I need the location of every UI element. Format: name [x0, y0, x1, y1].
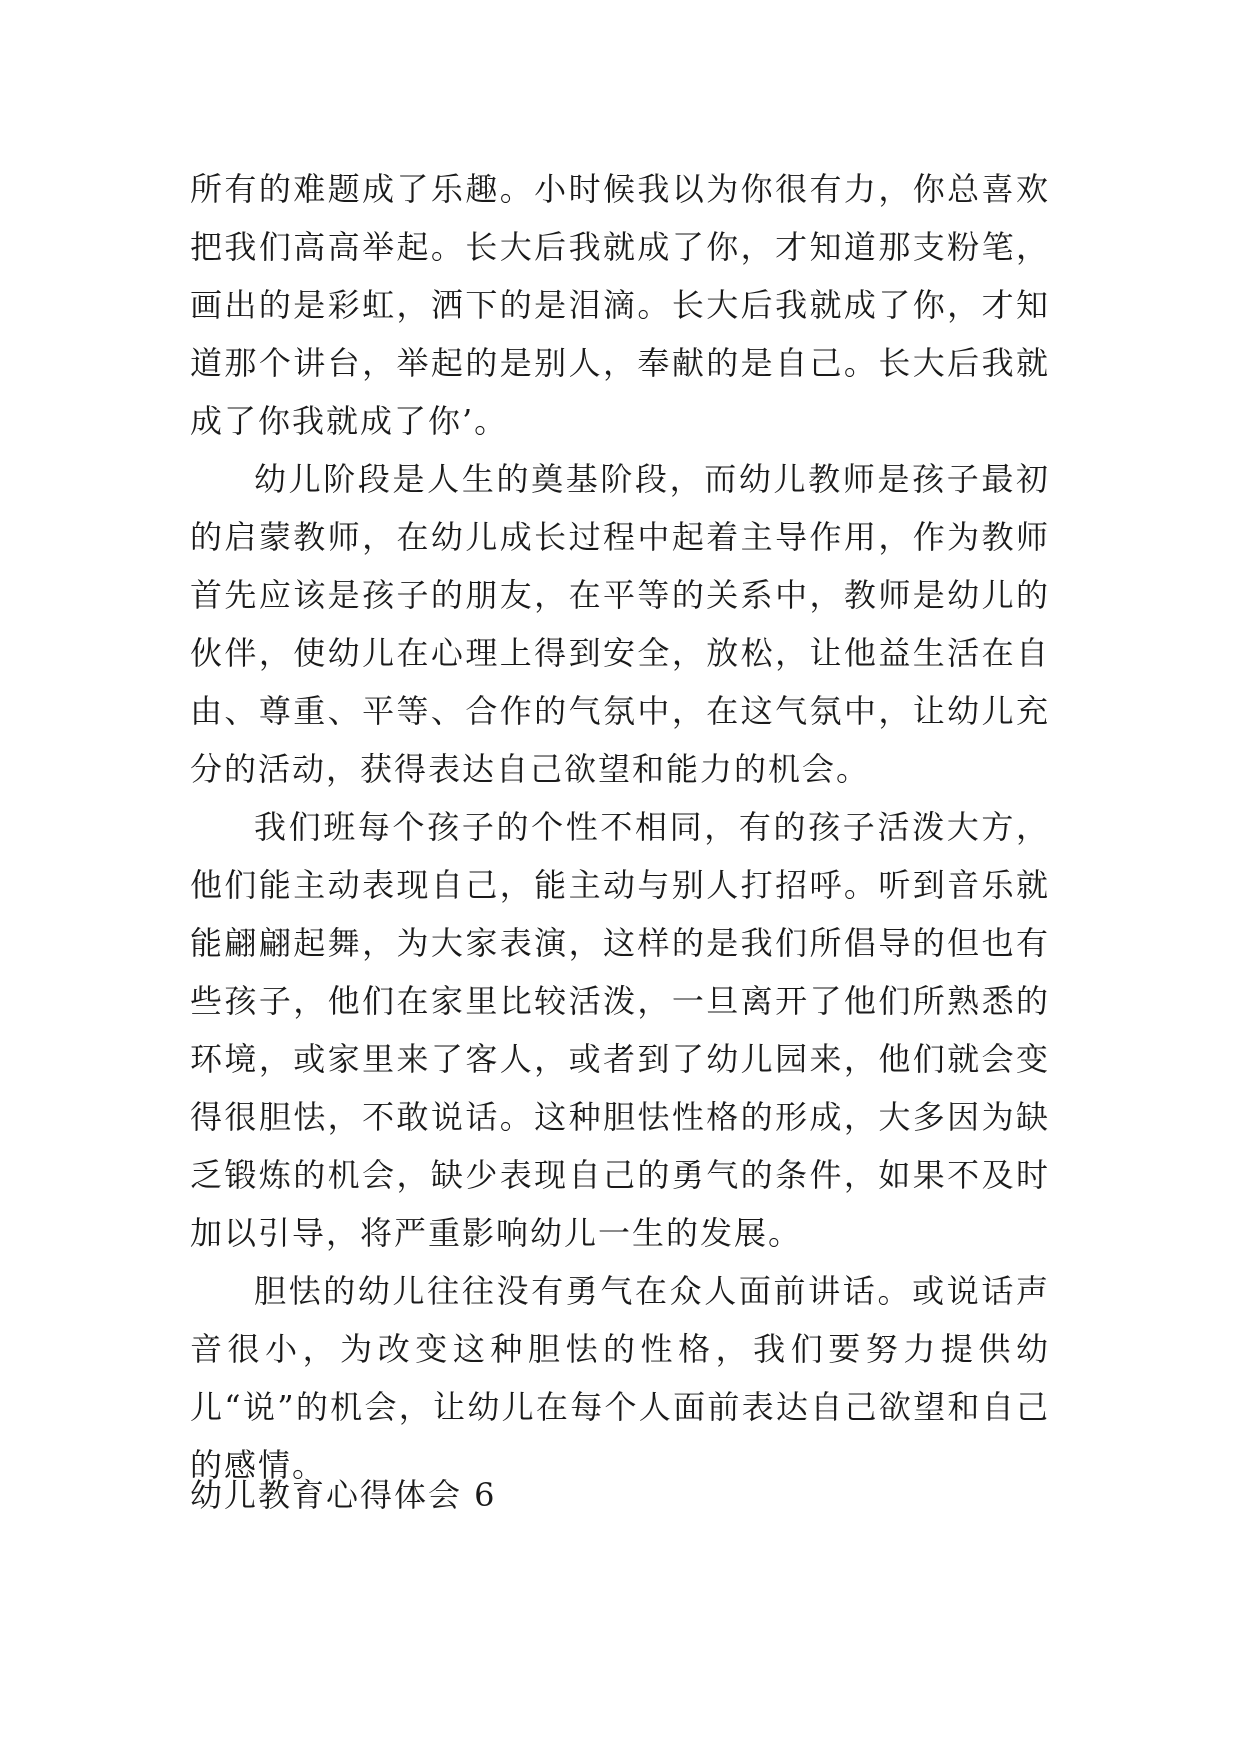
- paragraph-4: 胆怯的幼儿往往没有勇气在众人面前讲话。或说话声音很小，为改变这种胆怯的性格，我们要努力提供幼儿“说”的机会，让幼儿在每个人面前表达自己欲望和自己的感情。: [190, 1272, 1050, 1484]
- section-heading: 幼儿教育心得体会 6: [190, 1476, 497, 1514]
- paragraph-1: 所有的难题成了乐趣。小时候我以为你很有力，你总喜欢把我们高高举起。长大后我就成了你，才知道那支粉笔，画出的是彩虹，洒下的是泪滴。长大后我就成了你，才知道那个讲台，举起的是别人，奉献的是自己。长大后我就成了你我就成了你’。: [190, 170, 1050, 440]
- paragraph-3: 我们班每个孩子的个性不相同，有的孩子活泼大方，他们能主动表现自己，能主动与别人打招呼。听到音乐就能翩翩起舞，为大家表演，这样的是我们所倡导的但也有些孩子，他们在家里比较活泼，一旦离开了他们所熟悉的环境，或家里来了客人，或者到了幼儿园来，他们就会变得很胆怯，不敢说话。这种胆怯性格的形成，大多因为缺乏锻炼的机会，缺少表现自己的勇气的条件，如果不及时加以引导，将严重影响幼儿一生的发展。: [190, 808, 1050, 1252]
- document-body: [190, 160, 1050, 1494]
- paragraph-2: 幼儿阶段是人生的奠基阶段，而幼儿教师是孩子最初的启蒙教师，在幼儿成长过程中起着主导作用，作为教师首先应该是孩子的朋友，在平等的关系中，教师是幼儿的伙伴，使幼儿在心理上得到安全，放松，让他益生活在自由、尊重、平等、合作的气氛中，在这气氛中，让幼儿充分的活动，获得表达自己欲望和能力的机会。: [190, 460, 1050, 788]
